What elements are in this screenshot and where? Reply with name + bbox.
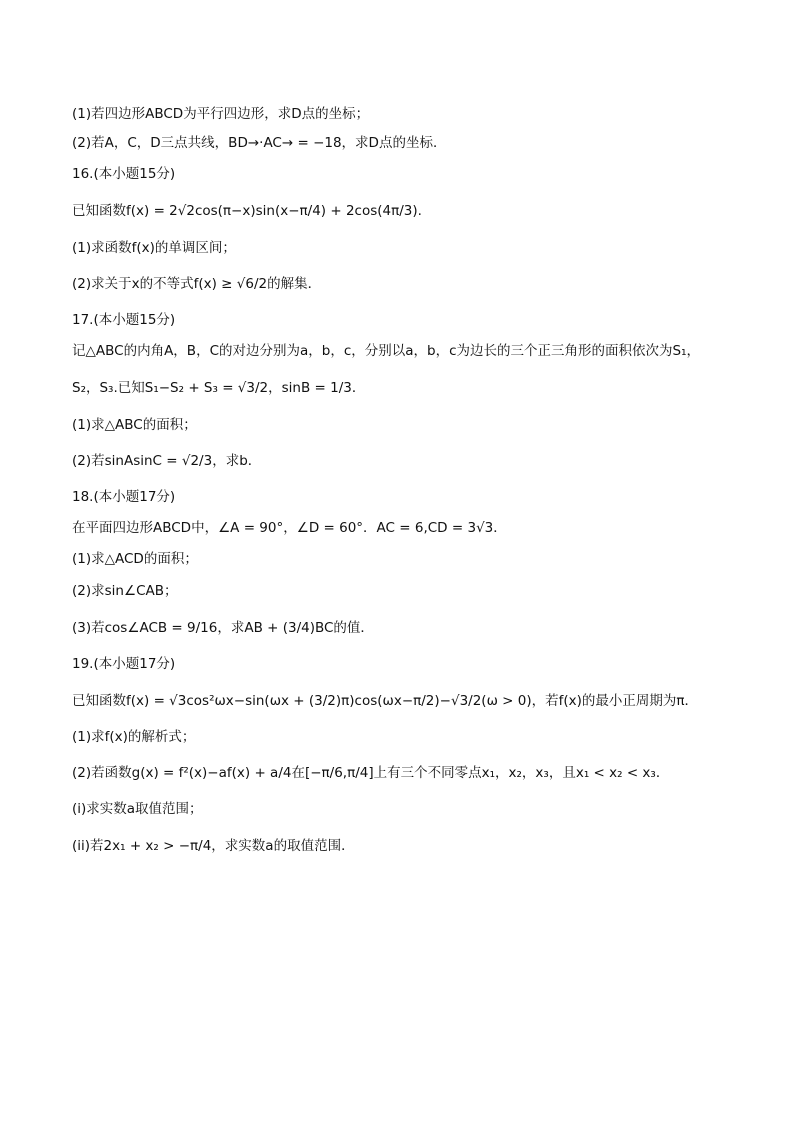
q16-part1: (1)求函数f(x)的单调区间； (72, 240, 236, 256)
q18-part3: (3)若cos∠ACB = 9/16，求AB + (3/4)BC的值． (72, 620, 374, 636)
q18-part1: (1)求△ACD的面积； (72, 551, 198, 567)
q15-part1: (1)若四边形ABCD为平行四边形，求D点的坐标； (72, 106, 370, 122)
q16-part2: (2)求关于x的不等式f(x) ≥ √6/2的解集． (72, 276, 322, 292)
q16-stem: 已知函数f(x) = 2√2cos(π−x)sin(x−π/4) + 2cos(4π/3). (72, 203, 422, 219)
q18-part2: (2)求sin∠CAB； (72, 583, 178, 599)
q19-part2: (2)若函数g(x) = f²(x)−af(x) + a/4在[−π/6,π/4]上有三个不同零点x₁，x₂，x₃，且x₁ < x₂ < x₃． (72, 765, 670, 781)
q18-stem: 在平面四边形ABCD中，∠A = 90°，∠D = 60°．AC = 6,CD = 3√3． (72, 520, 507, 536)
q19-part2-ii: (ii)若2x₁ + x₂ > −π/4，求实数a的取值范围． (72, 838, 355, 854)
q17-heading: 17.(本小题15分) (72, 312, 176, 328)
q16-heading: 16.(本小题15分) (72, 166, 176, 182)
q17-part1: (1)求△ABC的面积； (72, 417, 197, 433)
q19-heading: 19.(本小题17分) (72, 656, 176, 672)
q15-part2: (2)若A，C，D三点共线，BD→·AC→ = −18，求D点的坐标． (72, 135, 447, 151)
q17-stem-line2: S₂，S₃.已知S₁−S₂ + S₃ = √3/2，sinB = 1/3． (72, 380, 366, 396)
q17-stem-line1: 记△ABC的内角A，B，C的对边分别为a，b，c，分别以a，b，c为边长的三个正三角形的面积依次为S₁， (72, 343, 700, 359)
q19-part1: (1)求f(x)的解析式； (72, 729, 196, 745)
q19-part2-i: (i)求实数a取值范围； (72, 801, 203, 817)
q19-stem: 已知函数f(x) = √3cos²ωx−sin(ωx + (3/2)π)cos(ωx−π/2)−√3/2(ω > 0)，若f(x)的最小正周期为π． (72, 693, 699, 709)
q17-part2: (2)若sinAsinC = √2/3，求b． (72, 453, 262, 469)
q18-heading: 18.(本小题17分) (72, 489, 176, 505)
